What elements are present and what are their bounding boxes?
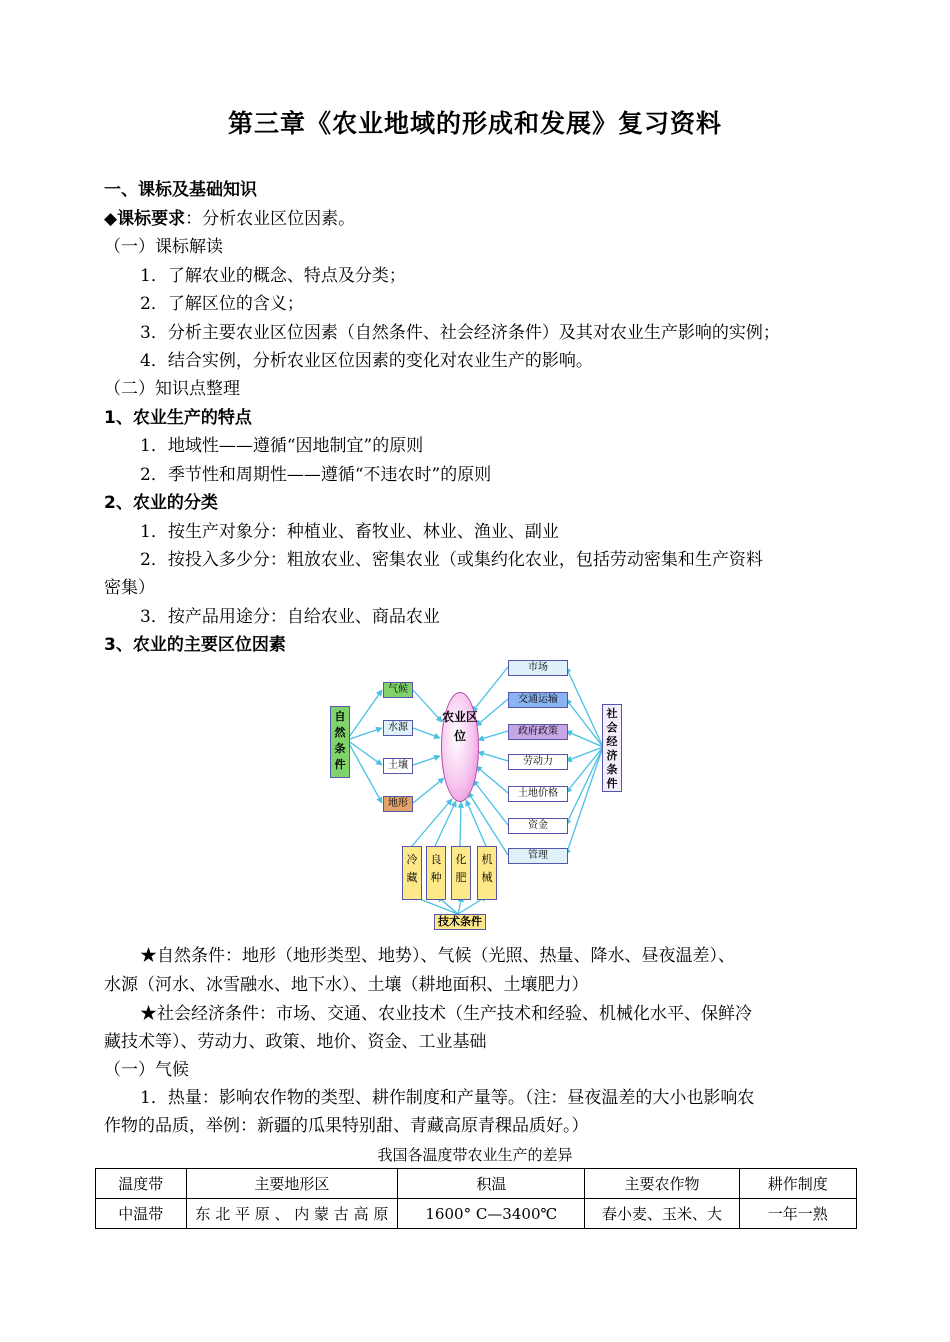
table-header-cell: 温度带: [96, 1169, 187, 1199]
list-item: 2．按投入多少分：粗放农业、密集农业（或集约化农业，包括劳动密集和生产资料: [140, 550, 763, 570]
list-item: 3．分析主要农业区位因素（自然条件、社会经济条件）及其对农业生产影响的实例；: [140, 323, 780, 343]
list-item: 2．了解区位的含义；: [140, 294, 304, 314]
subsection-knowledge-points: （二）知识点整理: [104, 379, 240, 399]
tech-factor-machinery: 机械: [477, 846, 497, 900]
social-factor-transport: 交通运输: [508, 692, 568, 708]
point3-heading: 3、农业的主要区位因素: [104, 635, 286, 655]
tech-factor-seeds: 良种: [426, 846, 446, 900]
social-note-line2: 藏技术等）、劳动力、政策、地价、资金、工业基础: [104, 1032, 487, 1052]
table-header-cell: 主要农作物: [585, 1169, 739, 1199]
location-factors-diagram: [318, 652, 638, 934]
list-item: 4．结合实例，分析农业区位因素的变化对农业生产的影响。: [140, 351, 593, 371]
list-item-continuation: 密集）: [104, 578, 155, 598]
point2-heading: 2、农业的分类: [104, 493, 218, 513]
natural-conditions-label: 自然条件: [330, 706, 350, 778]
section1-heading: 一、课标及基础知识: [104, 180, 257, 200]
table-caption: 我国各温度带农业生产的差异: [377, 1146, 573, 1164]
table-header-row: [96, 1169, 857, 1199]
center-label: 农业区位: [441, 710, 478, 743]
requirement-text: ：分析农业区位因素。: [185, 209, 356, 229]
climate-subheading: （一）气候: [104, 1060, 189, 1080]
social-factor-capital: 资金: [508, 818, 568, 834]
natural-factor-terrain: 地形: [383, 796, 413, 812]
table-cell: 1600° C—3400℃: [398, 1199, 585, 1229]
table-header-cell: 耕作制度: [739, 1169, 856, 1199]
table-cell: 春小麦、玉米、大: [585, 1199, 739, 1229]
natural-note-line1: ★自然条件：地形（地形类型、地势）、气候（光照、热量、降水、昼夜温差）、: [140, 946, 735, 966]
table-header-cell: 主要地形区: [186, 1169, 398, 1199]
list-item: 2．季节性和周期性——遵循“不违农时”的原则: [140, 465, 492, 485]
tech-factor-cold-storage: 冷藏: [402, 846, 422, 900]
climate-line1: 1．热量：影响农作物的类型、耕作制度和产量等。（注：昼夜温差的大小也影响农: [140, 1088, 755, 1108]
natural-factor-climate: 气候: [383, 682, 413, 698]
natural-factor-water: 水源: [383, 720, 413, 736]
social-conditions-label: 社会经济条件: [602, 704, 622, 792]
tech-factor-fertilizer: 化肥: [451, 846, 471, 900]
table-row: [96, 1199, 857, 1229]
natural-note-line2: 水源（河水、冰雪融水、地下水）、土壤（耕地面积、土壤肥力）: [104, 975, 589, 995]
list-item: 1．了解农业的概念、特点及分类；: [140, 266, 406, 286]
list-item: 1．地域性——遵循“因地制宜”的原则: [140, 436, 424, 456]
social-factor-policy: 政府政策: [508, 724, 568, 740]
table-header-cell: 积温: [398, 1169, 585, 1199]
climate-line2: 作物的品质，举例：新疆的瓜果特别甜、青藏高原青稞品质好。）: [104, 1116, 589, 1136]
table-cell: 一年一熟: [739, 1199, 856, 1229]
requirement-label: ◆课标要求: [104, 209, 186, 229]
table-cell: 东 北 平 原 、 内 蒙 古 高 原: [186, 1199, 398, 1229]
point1-heading: 1、农业生产的特点: [104, 408, 252, 428]
table-cell: 中温带: [96, 1199, 187, 1229]
list-item: 3．按产品用途分：自给农业、商品农业: [140, 607, 440, 627]
list-item: 1．按生产对象分：种植业、畜牧业、林业、渔业、副业: [140, 522, 559, 542]
social-factor-land-price: 土地价格: [508, 786, 568, 802]
social-factor-management: 管理: [508, 848, 568, 864]
page-title: 第三章《农业地域的形成和发展》复习资料: [227, 109, 722, 138]
social-factor-labor: 劳动力: [508, 754, 568, 770]
subsection-curriculum-reading: （一）课标解读: [104, 237, 223, 257]
natural-factor-soil: 土壤: [383, 758, 413, 774]
curriculum-requirement: [104, 209, 355, 229]
tech-conditions-label: 技术条件: [434, 914, 486, 930]
social-factor-market: 市场: [508, 660, 568, 676]
temperature-zone-table: [95, 1168, 857, 1229]
social-note-line1: ★社会经济条件：市场、交通、农业技术（生产技术和经验、机械化水平、保鲜冷: [140, 1004, 752, 1024]
